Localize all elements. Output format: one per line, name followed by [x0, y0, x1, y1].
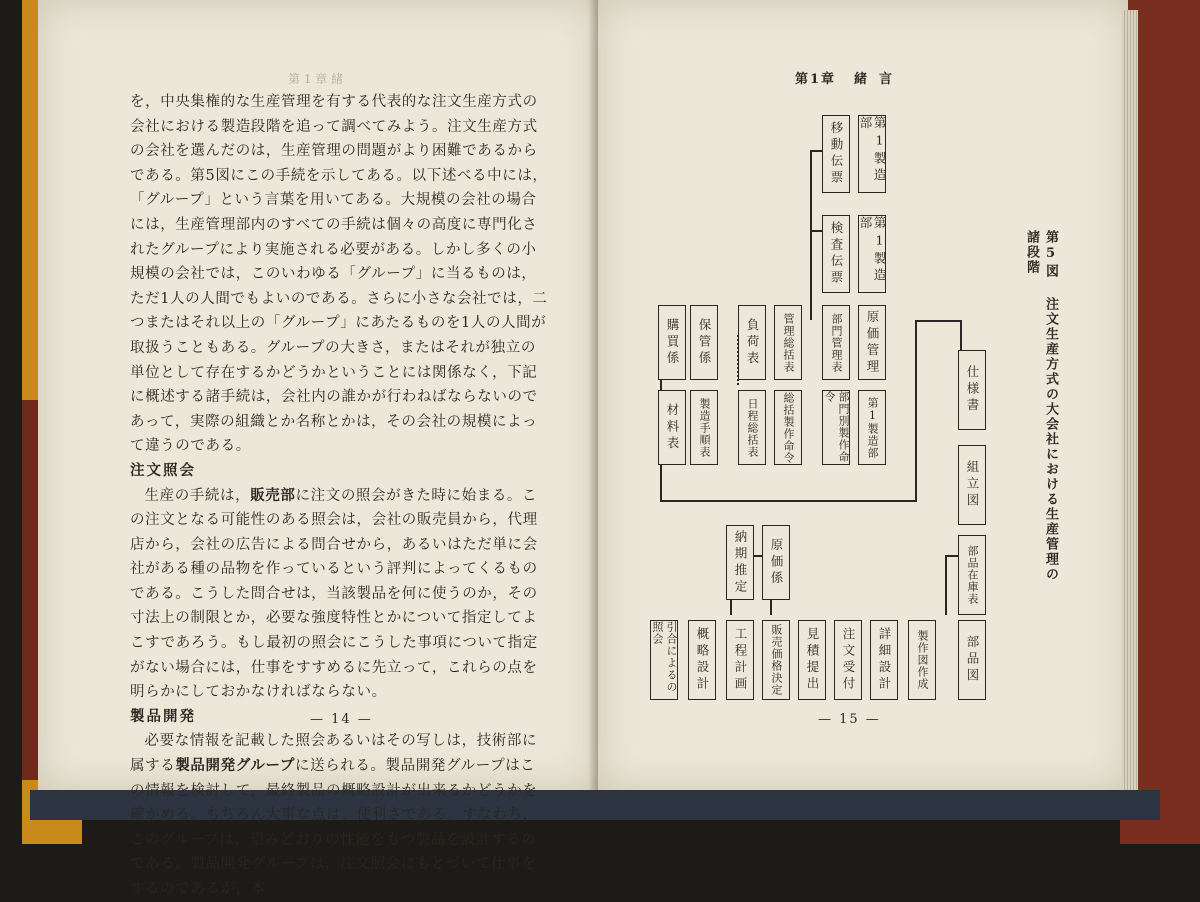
figure-label: 第5図 [1043, 230, 1058, 280]
box-delivery-est: 納期推定 [726, 525, 754, 600]
page-number-left: — 14 — [310, 712, 373, 727]
box-order-recv: 注文受付 [834, 620, 862, 700]
figure-caption-text: 注文生産方式の大会社における生産管理の諸段階 [1024, 230, 1058, 582]
box-general-order: 総括製作命令 [774, 390, 802, 465]
box-material-list: 材料表 [658, 390, 686, 465]
box-spec: 仕様書 [958, 350, 986, 430]
box-factory-1c: 第1製造部 [858, 115, 886, 193]
box-daily-sched: 日程総括表 [738, 390, 766, 465]
connector [810, 150, 812, 320]
box-inspection: 検査伝票 [822, 215, 850, 293]
paragraph-2-part-a: 生産の手続は， [144, 487, 251, 504]
box-move-ticket: 移動伝票 [822, 115, 850, 193]
box-cost-dept: 原価係 [762, 525, 790, 600]
box-part-drawing: 部品図 [958, 620, 986, 700]
box-estimate: 見積提出 [798, 620, 826, 700]
page-edges [1122, 10, 1138, 790]
ghost-header: 第 1 章 緒 [288, 72, 344, 86]
box-parts-list: 部品在庫表 [958, 535, 986, 615]
box-cost-mgmt: 原価管理 [858, 305, 886, 380]
paragraph-1: を，中央集権的な生産管理を有する代表的な注文生産方式の会社における製造段階を追って調べてみよう。注文生産方式の会社を選んだのは，生産管理の問題がより困難であるからである。第5図にこの手続を示してある。以下述べる中には，「グループ」という言葉を用いてある。大規模の会社の場合には，生産管理部内のすべての手続は個々の高度に専門化されたグループにより実施される必要がある。しかし多くの小規模の会社では，このいわゆる「グループ」に当るものは，ただ1人の人間でもよいのである。さらに小さな会社では，二つまたはそれ以上の「グループ」にあたるものを1人の人間が取扱うこともある。グループの大きさ，またはそれが独立の単位として存在するかどうかということには関係なく，下記に概述する諸手続は，会社内の誰かが行わねばならないのであって，実際の組織とか名称とかは，その会社の規模によって違うのである。 [130, 94, 548, 455]
box-factory-1b: 第1製造部 [858, 215, 886, 293]
running-head [795, 68, 904, 87]
box-purchase: 購買係 [658, 305, 686, 380]
paragraph-2-part-c: に注文の照会がきた時に始まる。この注文となる可能性のある照会は，会社の販売員から，代理店から，会社の広告による問合せから，あるいはただ単に会社がある種の品物を作っているという評判によってくるものである。こうした問合せは，当該製品を何に使うのか，その寸法上の制限とか，必要な強度特性とかについて指定してよこすであろう。もし最初の照会にこうした事項について指定がない場合には，仕事をすすめるに先立って，これらの点を明らかにしておかなければならない。 [130, 487, 538, 701]
box-dept-ledger: 部門管理表 [822, 305, 850, 380]
box-assembly-drawing: 組立図 [958, 445, 986, 525]
box-process-plan: 工程計画 [726, 620, 754, 700]
box-mfg-schedule: 製造手順表 [690, 390, 718, 465]
paragraph-3 [130, 729, 550, 901]
connector [660, 500, 915, 502]
paragraph-3-bold: 製品開発グループ [175, 757, 295, 775]
running-head-title: 緒言 [854, 72, 905, 87]
paragraph-2 [130, 484, 550, 705]
heading-order-inquiry: 注文照会 [130, 461, 196, 479]
box-rough-design: 概略設計 [688, 620, 716, 700]
box-detail-design: 詳細設計 [870, 620, 898, 700]
box-mgmt-ledger: 管理総括表 [774, 305, 802, 380]
connector [915, 320, 960, 322]
running-head-chapter: 第1章 [795, 72, 837, 87]
box-drawing: 製作図作成 [908, 620, 936, 700]
page-number-right: — 15 — [818, 712, 881, 727]
paragraph-3-part-a: 必要な情報を記載した照会あるいはその写しは，技術部に属する [130, 733, 538, 775]
connector [915, 320, 917, 502]
connector [945, 555, 947, 615]
box-factory-1: 第1製造部 [858, 390, 886, 465]
figure-caption [1022, 230, 1060, 590]
box-sales-price: 販売価格決定 [762, 620, 790, 700]
box-dept-order: 部門別製作命令 [823, 391, 850, 463]
left-page-body [130, 90, 550, 902]
heading-product-development: 製品開発 [130, 707, 196, 725]
paragraph-3-part-c: に送られる。製品開発グループはこの情報を検討して，最終製品の概略設計が出来るかどうかを確かめる。もちろん大事な点は，便利さである。すなわち，このグループは，望みどおりの性能をもつ製品を設計するのである。製品開発グループは，注文照会にもとづいて仕事をするのであるが，本 [130, 758, 538, 897]
box-load-table: 負荷表 [738, 305, 766, 380]
box-inquiry: 引合によるの照会 [650, 620, 678, 700]
paragraph-2-bold: 販売部 [250, 486, 296, 504]
box-storage: 保管係 [690, 305, 718, 380]
